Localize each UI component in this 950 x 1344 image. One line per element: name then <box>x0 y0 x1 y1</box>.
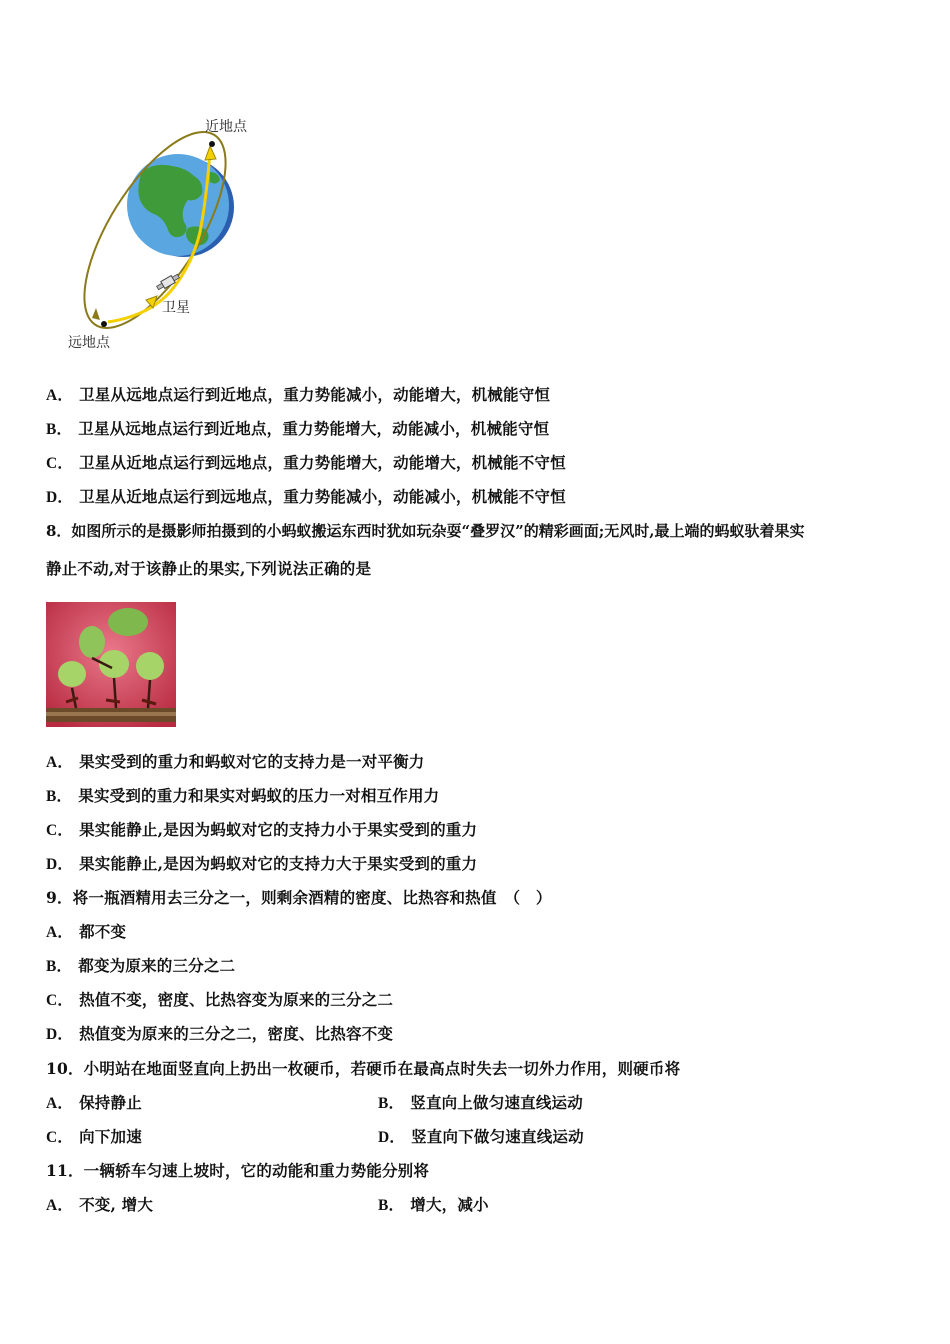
apogee-point <box>101 321 107 327</box>
satellite-label: 卫星 <box>162 300 190 316</box>
fruit-top <box>108 608 148 636</box>
q10-row2 <box>46 1127 906 1148</box>
q8-stem-line1: 8．如图所示的是摄影师拍摄到的小蚂蚁搬运东西时犹如玩杂耍“叠罗汉”的精彩画面;无风时,最上端的蚂蚁驮着果实 <box>46 522 805 540</box>
q9-option-b: B． 都变为原来的三分之二 <box>46 956 236 975</box>
q7-option-a: A． 卫星从远地点运行到近地点，重力势能减小，动能增大，机械能守恒 <box>46 385 551 404</box>
q9-option-d: D． 热值变为原来的三分之二，密度、比热容不变 <box>46 1024 394 1043</box>
q8-option-b: B． 果实受到的重力和果实对蚂蚁的压力一对相互作用力 <box>46 786 440 805</box>
orbit-diagram <box>60 110 270 355</box>
q10-option-b: B． 竖直向上做匀速直线运动 <box>378 1093 583 1112</box>
q11-option-b: B． 增大，减小 <box>378 1195 489 1214</box>
q11-row1 <box>46 1195 906 1216</box>
apogee-label: 远地点 <box>68 335 110 351</box>
orbit-direction-arrow <box>92 308 100 320</box>
q8-stem-line2: 静止不动,对于该静止的果实,下列说法正确的是 <box>46 559 372 578</box>
ant-fruit-photo <box>46 602 176 727</box>
q8-option-c: C． 果实能静止,是因为蚂蚁对它的支持力小于果实受到的重力 <box>46 820 478 839</box>
q11-stem: 11．一辆轿车匀速上坡时，它的动能和重力势能分别将 <box>46 1161 430 1180</box>
q9-option-c: C． 热值不变，密度、比热容变为原来的三分之二 <box>46 990 394 1009</box>
perigee-point <box>209 141 215 147</box>
fruit-bottom-left <box>58 661 86 687</box>
q9-stem: 9．将一瓶酒精用去三分之一，则剩余酒精的密度、比热容和热值 （ ） <box>46 888 552 907</box>
q8-option-a: A． 果实受到的重力和蚂蚁对它的支持力是一对平衡力 <box>46 752 425 771</box>
satellite-orbit-figure <box>60 110 270 355</box>
q9-option-a: A． 都不变 <box>46 922 127 941</box>
q11-option-a: A． 不变, 增大 <box>46 1195 154 1214</box>
q10-option-d: D． 竖直向下做匀速直线运动 <box>378 1127 584 1146</box>
q10-option-c: C． 向下加速 <box>46 1127 142 1146</box>
q7-option-c: C． 卫星从近地点运行到远地点，重力势能增大，动能增大，机械能不守恒 <box>46 453 566 472</box>
perigee-label: 近地点 <box>205 119 247 135</box>
fruit-left <box>79 626 105 658</box>
fruit-right <box>136 652 164 680</box>
q10-row1 <box>46 1093 906 1114</box>
arrow-head-top <box>205 146 216 160</box>
q7-option-b: B． 卫星从远地点运行到近地点，重力势能增大，动能减小，机械能守恒 <box>46 419 550 438</box>
ant-photo <box>46 602 176 727</box>
q10-stem: 10．小明站在地面竖直向上扔出一枚硬币，若硬币在最高点时失去一切外力作用，则硬币将 <box>46 1059 681 1078</box>
q7-option-d: D． 卫星从近地点运行到远地点，重力势能减小，动能减小，机械能不守恒 <box>46 487 566 506</box>
q8-option-d: D． 果实能静止,是因为蚂蚁对它的支持力大于果实受到的重力 <box>46 854 478 873</box>
q10-option-a: A． 保持静止 <box>46 1093 142 1112</box>
